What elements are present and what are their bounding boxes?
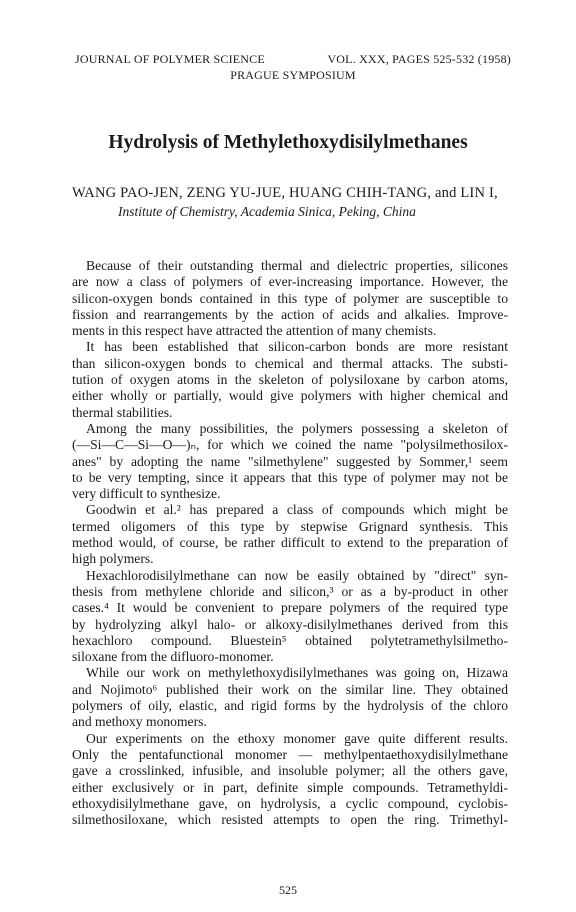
body-line: Among the many possibilities, the polymers possessing a skeleton of	[86, 420, 508, 436]
page-number: 525	[279, 883, 297, 897]
body-line: either wholly or partially, would give polymers with higher chemical and	[72, 388, 508, 404]
body-line: Goodwin et al.² has prepared a class of compounds which might be	[86, 502, 508, 518]
body-line: silmethosiloxane, which resisted attempts to open the ring. Trimethyl-	[72, 812, 508, 828]
body-line: termed oligomers of this type by stepwise Grignard synthesis. This	[72, 518, 508, 534]
body-line: thesis from methylene chloride and silicon,³ or as a by-product in other	[72, 583, 508, 599]
body-line: are now a class of polymers of ever-increasing importance. However, the	[72, 274, 508, 290]
body-line: Because of their outstanding thermal and dielectric properties, silicones	[86, 258, 508, 273]
affiliation: Institute of Chemistry, Academia Sinica, Peking, China	[118, 204, 416, 219]
volume-pages: VOL. XXX, PAGES 525-532 (1958)	[327, 52, 511, 66]
body-line: either exclusively or in part, definite simple compounds. Tetramethyldi-	[72, 779, 508, 795]
body-line: gave a crosslinked, infusible, and insoluble polymer; all the others gave,	[72, 763, 508, 779]
body-line: and Nojimoto⁶ published their work on the similar line. They obtained	[72, 681, 508, 697]
body-line: polymers of oily, elastic, and rigid forms by the hydrolysis of the chloro	[72, 698, 508, 714]
body-line: tution of oxygen atoms in the skeleton of polysiloxane by carbon atoms,	[72, 372, 508, 388]
body-line: to be very tempting, since it appears that this type of polymer may not be	[72, 469, 508, 485]
body-line: ments in this respect have attracted the attention of many chemists.	[72, 323, 437, 339]
body-line: Hexachlorodisilylmethane can now be easily obtained by "direct" syn-	[86, 567, 508, 583]
body-line: method would, of course, be rather difficult to extend to the preparation of	[72, 535, 508, 551]
body-line: fission and rearrangements by the action of acids and alkalies. Improve-	[72, 306, 508, 322]
body-line: thermal stabilities.	[72, 404, 173, 420]
body-line: anes" by adopting the name "silmethylene" suggested by Sommer,¹ seem	[72, 453, 508, 469]
paper-title: Hydrolysis of Methylethoxydisilylmethanes	[108, 132, 468, 153]
body-line: silicon-oxygen bonds contained in this type of polymer are susceptible to	[72, 290, 508, 306]
symposium-name: PRAGUE SYMPOSIUM	[230, 68, 356, 82]
body-line: (—Si—C—Si—O—)ₙ, for which we coined the name "polysilmethosilox-	[72, 437, 508, 453]
running-header	[75, 52, 511, 83]
journal-name: JOURNAL OF POLYMER SCIENCE	[75, 52, 265, 66]
author-list: WANG PAO-JEN, ZENG YU-JUE, HUANG CHIH-TANG, and LIN I,	[72, 185, 498, 201]
body-line: Only the pentafunctional monomer — methylpentaethoxydisilylmethane	[72, 746, 508, 762]
body-line: very difficult to synthesize.	[72, 486, 221, 502]
body-line: cases.⁴ It would be convenient to prepare polymers of the required type	[72, 600, 508, 616]
body-line: It has been established that silicon-carbon bonds are more resistant	[86, 339, 508, 355]
body-line: siloxane from the difluoro-monomer.	[72, 649, 274, 665]
body-line: While our work on methylethoxydisilylmethanes was going on, Hizawa	[86, 665, 508, 681]
body-line: hexachloro compound. Bluestein⁵ obtained polytetramethylsilmetho-	[72, 632, 508, 648]
body-line: and methoxy monomers.	[72, 714, 207, 730]
body-text	[72, 258, 508, 828]
body-line: ethoxydisilylmethane gave, on hydrolysis, a cyclic compound, cyclobis-	[72, 795, 508, 811]
body-line: Our experiments on the ethoxy monomer gave quite different results.	[86, 730, 508, 746]
body-line: high polymers.	[72, 551, 154, 567]
body-line: than silicon-oxygen bonds to chemical and thermal attacks. The substi-	[72, 355, 508, 371]
body-line: by hydrolyzing alkyl halo- or alkoxy-disilylmethanes derived from this	[72, 616, 508, 632]
